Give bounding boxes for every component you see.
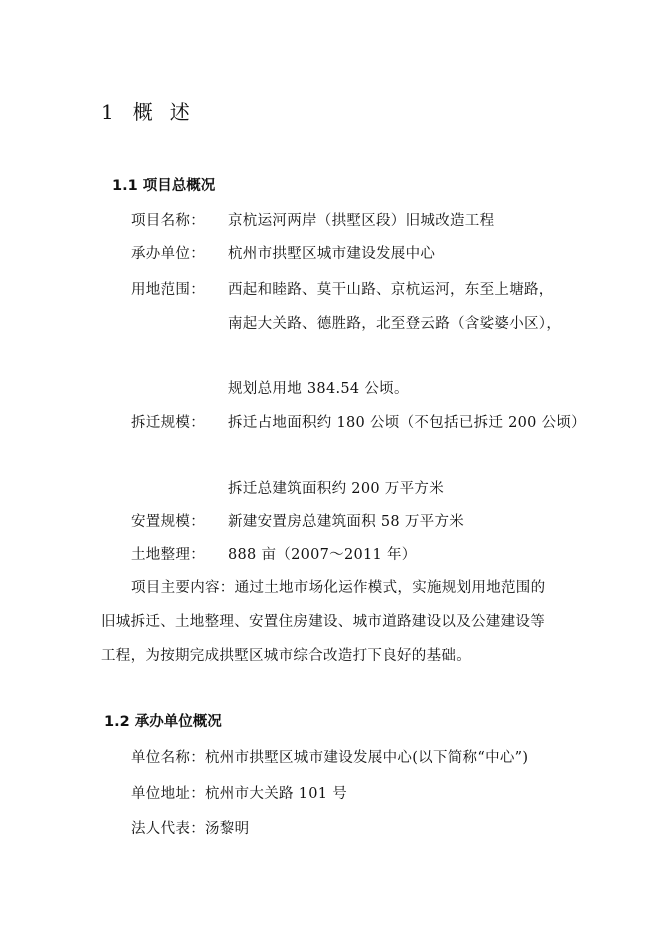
legal-rep-row: [131, 819, 249, 839]
demolition-row: [131, 413, 586, 433]
unit-address-label: 单位地址：: [131, 786, 205, 802]
resettlement-label: 安置规模：: [131, 514, 205, 530]
land-consolidation-label: 土地整理：: [131, 547, 205, 563]
content-line-1: 项目主要内容：通过土地市场化运作模式，实施规划用地范围的: [131, 580, 546, 596]
land-scope-line-2: 南起大关路、德胜路，北至登云路（含娑婆小区），: [228, 316, 562, 332]
unit-name-value: 杭州市拱墅区城市建设发展中心(以下简称“中心”): [205, 750, 529, 766]
project-name-row: [131, 211, 494, 231]
land-scope-label: 用地范围：: [131, 282, 205, 298]
land-consolidation-value: 888 亩（2007～2011 年）: [228, 547, 417, 563]
resettlement-row: [131, 512, 464, 532]
legal-rep-label: 法人代表：: [131, 821, 205, 837]
resettlement-value: 新建安置房总建筑面积 58 万平方米: [228, 514, 465, 530]
land-consolidation-row: [131, 545, 417, 565]
unit-name-row: [131, 748, 528, 768]
section-heading-1-2: 1.2 承办单位概况: [104, 714, 222, 730]
demolition-area: 拆迁占地面积约 180 公顷（不包括已拆迁 200 公顷）: [228, 415, 586, 431]
undertaker-row: [131, 244, 435, 264]
land-scope-row: [131, 280, 554, 300]
chapter-number: 1: [101, 100, 115, 124]
unit-address-row: [131, 784, 347, 804]
chapter-title-char-1: 概: [132, 100, 154, 124]
legal-rep-value: 汤黎明: [205, 821, 250, 837]
chapter-heading: [101, 99, 191, 125]
land-total: 规划总用地 384.54 公顷。: [228, 381, 409, 397]
section-heading-1-1: 1.1 项目总概况: [112, 178, 216, 194]
demolition-label: 拆迁规模：: [131, 415, 205, 431]
content-line-3: 工程，为按期完成拱墅区城市综合改造打下良好的基础。: [101, 648, 471, 664]
project-name-value: 京杭运河两岸（拱墅区段）旧城改造工程: [228, 213, 495, 229]
undertaker-value: 杭州市拱墅区城市建设发展中心: [228, 246, 436, 262]
land-scope-line-1: 西起和睦路、莫干山路、京杭运河，东至上塘路，: [228, 282, 554, 298]
undertaker-label: 承办单位：: [131, 246, 205, 262]
demolition-building: 拆迁总建筑面积约 200 万平方米: [228, 481, 444, 497]
project-name-label: 项目名称：: [131, 213, 205, 229]
chapter-title-char-2: 述: [169, 100, 191, 124]
content-line-2: 旧城拆迁、土地整理、安置住房建设、城市道路建设以及公建建设等: [101, 614, 545, 630]
unit-address-value: 杭州市大关路 101 号: [205, 786, 347, 802]
unit-name-label: 单位名称：: [131, 750, 205, 766]
